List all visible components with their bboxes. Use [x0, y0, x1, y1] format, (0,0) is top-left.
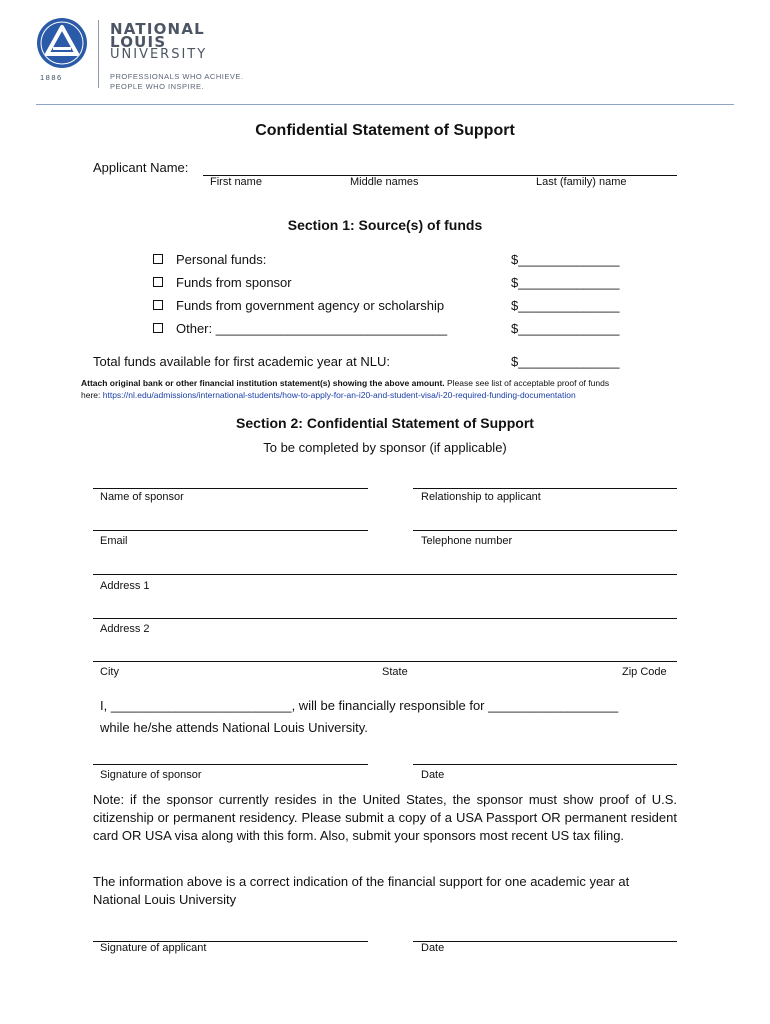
zip-caption: Zip Code	[622, 666, 667, 678]
city-caption: City	[100, 666, 119, 678]
pledge-line-2: while he/she attends National Louis University.	[100, 720, 368, 735]
sponsor-funds-label: Funds from sponsor	[176, 275, 292, 290]
tagline-1: PROFESSIONALS WHO ACHIEVE.	[110, 72, 244, 81]
other-funds-amount[interactable]: $______________	[511, 321, 620, 336]
section2-subtitle: To be completed by sponsor (if applicable)	[263, 440, 507, 455]
sponsor-name-caption: Name of sponsor	[100, 491, 184, 503]
relationship-caption: Relationship to applicant	[421, 491, 541, 503]
sponsor-date-caption: Date	[421, 769, 445, 781]
relationship-field[interactable]	[413, 487, 677, 489]
other-funds-checkbox[interactable]	[153, 323, 163, 333]
org-name-line3: UNIVERSITY	[110, 47, 208, 62]
tagline-2: PEOPLE WHO INSPIRE.	[110, 82, 205, 91]
sponsor-date-field[interactable]	[413, 763, 677, 765]
university-logo	[36, 17, 88, 69]
other-funds-label[interactable]: Other: ________________________________	[176, 321, 448, 336]
first-name-caption: First name	[210, 176, 262, 188]
sponsor-funds-checkbox[interactable]	[153, 277, 163, 287]
org-name-line2: LOUIS	[110, 33, 167, 51]
section1-title: Section 1: Source(s) of funds	[287, 217, 483, 233]
section2-title: Section 2: Confidential Statement of Support	[236, 415, 534, 431]
attach-rest-text: Please see list of acceptable proof of funds	[444, 378, 610, 388]
form-title: Confidential Statement of Support	[255, 122, 515, 139]
telephone-field[interactable]	[413, 529, 677, 531]
address2-caption: Address 2	[100, 623, 150, 635]
funding-documentation-link[interactable]: https://nl.edu/admissions/international-students/how-to-apply-for-an-i20-and-student-visa/i-20-required-funding-documentation	[102, 390, 576, 400]
applicant-signature-caption: Signature of applicant	[100, 942, 207, 954]
personal-funds-amount[interactable]: $______________	[511, 252, 620, 267]
header-divider	[98, 20, 99, 88]
attach-link-line	[81, 390, 576, 400]
email-field[interactable]	[93, 529, 368, 531]
attach-bold-text: Attach original bank or other financial institution statement(s) showing the above amount.	[81, 378, 445, 388]
applicant-statement: The information above is a correct indication of the financial support for one academic year at National Louis University	[93, 874, 630, 907]
header-rule	[36, 104, 734, 105]
government-funds-checkbox[interactable]	[153, 300, 163, 310]
personal-funds-checkbox[interactable]	[153, 254, 163, 264]
sponsor-residency-note: Note: if the sponsor currently resides in the United States, the sponsor must show proof of U.S. citizenship or permanent residency. Please submit a copy of a USA Passport OR permanent resident card OR USA visa along with this form. Also, submit your sponsors most recent US tax filing.	[93, 792, 677, 843]
applicant-name-label: Applicant Name:	[93, 160, 189, 175]
sponsor-signature-field[interactable]	[93, 763, 368, 765]
address1-field[interactable]	[93, 573, 677, 575]
address1-caption: Address 1	[100, 580, 150, 592]
org-name-line1: NATIONAL	[110, 20, 205, 38]
city-state-zip-field[interactable]	[93, 660, 677, 662]
government-funds-amount[interactable]: $______________	[511, 298, 620, 313]
middle-names-caption: Middle names	[350, 176, 419, 188]
founding-year: 1886	[40, 73, 63, 82]
government-funds-label: Funds from government agency or scholarship	[176, 298, 445, 313]
applicant-date-caption: Date	[421, 942, 445, 954]
state-caption: State	[382, 666, 408, 678]
last-name-caption: Last (family) name	[536, 176, 627, 188]
pledge-line-1[interactable]: I, _________________________, will be financially responsible for __________________	[100, 698, 619, 713]
applicant-date-field[interactable]	[413, 940, 677, 942]
sponsor-funds-amount[interactable]: $______________	[511, 275, 620, 290]
address2-field[interactable]	[93, 617, 677, 619]
sponsor-name-field[interactable]	[93, 487, 368, 489]
sponsor-signature-caption: Signature of sponsor	[100, 769, 202, 781]
email-caption: Email	[100, 535, 128, 547]
total-funds-amount[interactable]: $______________	[511, 354, 620, 369]
attach-here-text: here:	[81, 390, 103, 400]
personal-funds-label: Personal funds:	[176, 252, 267, 267]
total-funds-label: Total funds available for first academic year at NLU:	[93, 354, 390, 369]
telephone-caption: Telephone number	[421, 535, 513, 547]
attach-instructions	[81, 378, 609, 388]
